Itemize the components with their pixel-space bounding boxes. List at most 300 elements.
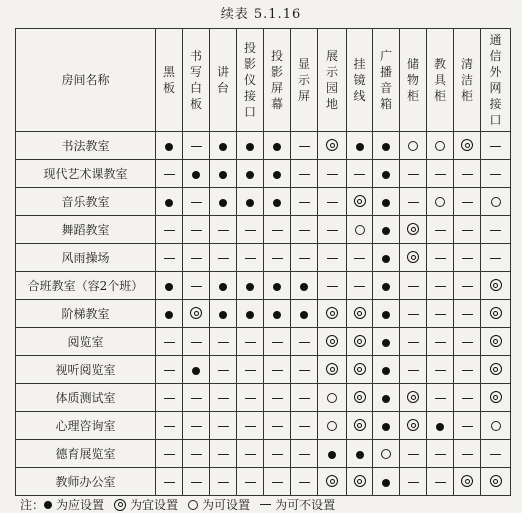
column-header-label: 投影屏幕: [270, 49, 283, 111]
required-dot-icon: [382, 311, 390, 319]
requirement-cell: [264, 272, 291, 300]
required-dot-icon: [356, 143, 364, 151]
preferred-double-circle-icon: [354, 363, 366, 375]
not-required-dash-icon: [218, 426, 229, 427]
not-required-dash-icon: [327, 230, 338, 231]
requirement-cell: [183, 384, 210, 412]
preferred-double-circle-icon: [354, 307, 366, 319]
requirement-cell: [400, 132, 427, 160]
optional-circle-icon: [408, 141, 418, 151]
column-header-label: 书写白板: [189, 49, 202, 111]
requirement-cell: [427, 412, 454, 440]
not-required-dash-icon: [299, 398, 310, 399]
not-required-dash-icon: [299, 426, 310, 427]
requirement-cell: [318, 384, 347, 412]
requirement-cell: [291, 244, 318, 272]
table-row: [16, 244, 511, 272]
requirement-cell: [318, 468, 347, 496]
not-required-dash-icon: [462, 314, 473, 315]
requirement-cell: [318, 160, 347, 188]
preferred-double-circle-icon: [326, 139, 338, 151]
requirement-cell: [454, 468, 481, 496]
not-required-dash-icon: [462, 454, 473, 455]
requirement-cell: [427, 216, 454, 244]
requirement-cell: [427, 300, 454, 328]
not-required-dash-icon: [218, 370, 229, 371]
legend-prefix: 注：: [20, 498, 45, 512]
room-name-cell: 风雨操场: [16, 244, 156, 272]
requirement-cell: [373, 440, 400, 468]
requirement-cell: [291, 300, 318, 328]
requirement-cell: [318, 132, 347, 160]
requirement-cell: [373, 272, 400, 300]
preferred-double-circle-icon: [354, 335, 366, 347]
requirement-cell: [454, 440, 481, 468]
requirement-cell: [481, 328, 511, 356]
requirement-cell: [210, 216, 237, 244]
not-required-dash-icon: [272, 482, 283, 483]
requirement-cell: [291, 216, 318, 244]
requirement-cell: [400, 328, 427, 356]
preferred-double-circle-icon: [490, 363, 502, 375]
requirement-cell: [318, 328, 347, 356]
not-required-dash-icon: [218, 230, 229, 231]
preferred-double-circle-icon: [490, 475, 502, 487]
requirement-cell: [481, 132, 511, 160]
required-dot-icon: [246, 143, 254, 151]
requirement-cell: [373, 216, 400, 244]
optional-circle-icon: [188, 500, 198, 510]
requirement-cell: [454, 300, 481, 328]
not-required-dash-icon: [435, 286, 446, 287]
column-header-label: 显示屏: [297, 57, 310, 103]
requirement-cell: [291, 440, 318, 468]
requirement-cell: [237, 272, 264, 300]
requirement-cell: [237, 356, 264, 384]
requirement-cell: [156, 412, 183, 440]
room-name-cell: 现代艺术课教室: [16, 160, 156, 188]
requirement-cell: [481, 300, 511, 328]
preferred-double-circle-icon: [461, 139, 473, 151]
requirement-cell: [156, 188, 183, 216]
not-required-dash-icon: [408, 454, 419, 455]
not-required-dash-icon: [354, 174, 365, 175]
requirement-cell: [156, 132, 183, 160]
required-dot-icon: [382, 395, 390, 403]
not-required-dash-icon: [272, 230, 283, 231]
requirement-cell: [347, 440, 373, 468]
not-required-dash-icon: [191, 146, 202, 147]
preferred-double-circle-icon: [407, 391, 419, 403]
requirement-cell: [156, 216, 183, 244]
room-name-cell: 教师办公室: [16, 468, 156, 496]
column-header: [481, 29, 511, 132]
requirement-cell: [291, 188, 318, 216]
header-row: [16, 29, 511, 132]
legend-label: 为可设置: [202, 498, 251, 512]
not-required-dash-icon: [327, 174, 338, 175]
requirement-cell: [373, 384, 400, 412]
column-header-label: 储物柜: [406, 57, 419, 103]
requirement-cell: [291, 356, 318, 384]
requirement-cell: [318, 356, 347, 384]
column-header-label: 通信外网接口: [489, 33, 502, 127]
requirement-cell: [156, 440, 183, 468]
requirement-cell: [156, 272, 183, 300]
requirement-cell: [210, 412, 237, 440]
required-dot-icon: [219, 171, 227, 179]
column-header: [291, 29, 318, 132]
not-required-dash-icon: [435, 454, 446, 455]
optional-circle-icon: [327, 393, 337, 403]
requirement-cell: [373, 188, 400, 216]
requirement-cell: [454, 412, 481, 440]
requirement-cell: [373, 244, 400, 272]
not-required-dash-icon: [245, 230, 256, 231]
preferred-double-circle-icon: [326, 335, 338, 347]
optional-circle-icon: [435, 141, 445, 151]
requirement-cell: [183, 300, 210, 328]
preferred-double-circle-icon: [407, 223, 419, 235]
optional-circle-icon: [491, 197, 501, 207]
requirement-cell: [347, 356, 373, 384]
requirement-cell: [347, 272, 373, 300]
not-required-dash-icon: [191, 482, 202, 483]
requirement-cell: [427, 440, 454, 468]
preferred-double-circle-icon: [354, 419, 366, 431]
requirement-cell: [318, 216, 347, 244]
required-dot-icon: [273, 143, 281, 151]
requirement-cell: [291, 160, 318, 188]
requirement-cell: [373, 328, 400, 356]
requirement-cell: [183, 468, 210, 496]
requirement-cell: [427, 328, 454, 356]
not-required-dash-icon: [462, 370, 473, 371]
requirement-cell: [400, 412, 427, 440]
column-header-label: 投影仪接口: [243, 41, 256, 119]
requirement-cell: [454, 272, 481, 300]
column-header: [318, 29, 347, 132]
not-required-dash-icon: [191, 230, 202, 231]
requirement-cell: [454, 244, 481, 272]
not-required-dash-icon: [408, 286, 419, 287]
required-dot-icon: [192, 171, 200, 179]
preferred-double-circle-icon: [354, 391, 366, 403]
required-dot-icon: [328, 451, 336, 459]
not-required-dash-icon: [164, 370, 175, 371]
not-required-dash-icon: [218, 342, 229, 343]
not-required-dash-icon: [218, 482, 229, 483]
requirement-cell: [454, 216, 481, 244]
requirement-cell: [156, 468, 183, 496]
required-dot-icon: [300, 311, 308, 319]
requirement-cell: [264, 188, 291, 216]
column-header: [156, 29, 183, 132]
preferred-double-circle-icon: [326, 307, 338, 319]
requirement-cell: [347, 328, 373, 356]
requirement-cell: [454, 160, 481, 188]
column-header-label: 黑板: [162, 65, 175, 95]
table-row: [16, 440, 511, 468]
not-required-dash-icon: [164, 174, 175, 175]
not-required-dash-icon: [164, 454, 175, 455]
not-required-dash-icon: [299, 342, 310, 343]
not-required-dash-icon: [191, 286, 202, 287]
requirement-cell: [427, 188, 454, 216]
column-header-label: 展示园地: [325, 49, 338, 111]
requirement-cell: [210, 356, 237, 384]
not-required-dash-icon: [164, 230, 175, 231]
not-required-dash-icon: [462, 342, 473, 343]
required-dot-icon: [44, 501, 52, 509]
requirement-cell: [454, 356, 481, 384]
required-dot-icon: [382, 199, 390, 207]
requirement-cell: [183, 132, 210, 160]
requirement-cell: [264, 440, 291, 468]
required-dot-icon: [382, 227, 390, 235]
requirement-cell: [156, 356, 183, 384]
requirement-cell: [347, 216, 373, 244]
requirement-cell: [347, 384, 373, 412]
requirement-cell: [291, 328, 318, 356]
column-header-label: 广播音箱: [379, 49, 392, 111]
requirement-cell: [454, 328, 481, 356]
not-required-dash-icon: [435, 258, 446, 259]
table-caption: 续表 5.1.16: [220, 7, 302, 22]
requirement-cell: [237, 300, 264, 328]
requirement-cell: [264, 300, 291, 328]
requirement-cell: [400, 300, 427, 328]
requirement-cell: [264, 160, 291, 188]
not-required-dash-icon: [245, 454, 256, 455]
requirement-cell: [183, 160, 210, 188]
preferred-double-circle-icon: [490, 391, 502, 403]
not-required-dash-icon: [164, 342, 175, 343]
not-required-dash-icon: [435, 342, 446, 343]
requirement-cell: [481, 188, 511, 216]
requirement-cell: [400, 188, 427, 216]
not-required-dash-icon: [408, 202, 419, 203]
column-header: [210, 29, 237, 132]
required-dot-icon: [246, 311, 254, 319]
requirement-cell: [400, 356, 427, 384]
not-required-dash-icon: [435, 174, 446, 175]
requirement-cell: [237, 384, 264, 412]
room-name-cell: 书法教室: [16, 132, 156, 160]
not-required-dash-icon: [435, 398, 446, 399]
not-required-dash-icon: [408, 482, 419, 483]
requirement-cell: [347, 132, 373, 160]
room-name-cell: 阶梯教室: [16, 300, 156, 328]
table-row: [16, 328, 511, 356]
requirement-cell: [427, 468, 454, 496]
not-required-dash-icon: [299, 230, 310, 231]
requirement-cell: [400, 272, 427, 300]
required-dot-icon: [165, 143, 173, 151]
column-header: [264, 29, 291, 132]
requirement-cell: [481, 272, 511, 300]
requirement-cell: [427, 356, 454, 384]
optional-circle-icon: [491, 421, 501, 431]
not-required-dash-icon: [299, 202, 310, 203]
required-dot-icon: [165, 199, 173, 207]
requirement-cell: [347, 412, 373, 440]
not-required-dash-icon: [299, 146, 310, 147]
not-required-dash-icon: [299, 370, 310, 371]
not-required-dash-icon: [327, 286, 338, 287]
not-required-dash-icon: [462, 426, 473, 427]
required-dot-icon: [382, 339, 390, 347]
requirement-cell: [373, 300, 400, 328]
preferred-double-circle-icon: [326, 475, 338, 487]
requirement-cell: [427, 132, 454, 160]
not-required-dash-icon: [462, 398, 473, 399]
column-header-label: 讲台: [216, 65, 229, 95]
required-dot-icon: [219, 311, 227, 319]
requirement-cell: [264, 384, 291, 412]
requirement-cell: [264, 216, 291, 244]
not-required-dash-icon: [164, 398, 175, 399]
table-row: [16, 216, 511, 244]
requirement-cell: [318, 440, 347, 468]
requirement-cell: [291, 272, 318, 300]
requirement-cell: [318, 272, 347, 300]
preferred-double-circle-icon: [326, 363, 338, 375]
requirement-cell: [373, 412, 400, 440]
table-row: [16, 468, 511, 496]
requirement-cell: [318, 188, 347, 216]
room-name-cell: 德育展览室: [16, 440, 156, 468]
required-dot-icon: [382, 367, 390, 375]
requirement-cell: [400, 244, 427, 272]
preferred-double-circle-icon: [407, 251, 419, 263]
required-dot-icon: [165, 311, 173, 319]
legend-note: [20, 496, 335, 513]
requirement-cell: [156, 244, 183, 272]
table-row: [16, 384, 511, 412]
requirement-cell: [400, 216, 427, 244]
not-required-dash-icon: [408, 174, 419, 175]
required-dot-icon: [382, 423, 390, 431]
optional-circle-icon: [355, 225, 365, 235]
not-required-dash-icon: [272, 454, 283, 455]
not-required-dash-icon: [327, 202, 338, 203]
not-required-dash-icon: [272, 398, 283, 399]
not-required-dash-icon: [299, 454, 310, 455]
not-required-dash-icon: [462, 286, 473, 287]
room-name-cell: 视听阅览室: [16, 356, 156, 384]
preferred-double-circle-icon: [114, 499, 126, 511]
column-header-label: 挂镜线: [353, 57, 366, 103]
table-row: [16, 272, 511, 300]
required-dot-icon: [382, 171, 390, 179]
required-dot-icon: [219, 199, 227, 207]
requirement-cell: [400, 468, 427, 496]
required-dot-icon: [356, 451, 364, 459]
requirement-cell: [481, 216, 511, 244]
not-required-dash-icon: [299, 258, 310, 259]
not-required-dash-icon: [164, 426, 175, 427]
not-required-dash-icon: [462, 258, 473, 259]
required-dot-icon: [436, 423, 444, 431]
requirement-cell: [183, 188, 210, 216]
not-required-dash-icon: [245, 482, 256, 483]
room-name-cell: 心理咨询室: [16, 412, 156, 440]
column-header: [237, 29, 264, 132]
not-required-dash-icon: [260, 504, 271, 505]
not-required-dash-icon: [435, 370, 446, 371]
requirement-cell: [291, 384, 318, 412]
not-required-dash-icon: [245, 426, 256, 427]
table-row: [16, 160, 511, 188]
requirement-cell: [347, 300, 373, 328]
column-header: [183, 29, 210, 132]
requirement-cell: [264, 244, 291, 272]
not-required-dash-icon: [191, 258, 202, 259]
requirement-cell: [210, 384, 237, 412]
requirement-cell: [481, 440, 511, 468]
optional-circle-icon: [327, 421, 337, 431]
required-dot-icon: [382, 283, 390, 291]
room-name-cell: 体质测试室: [16, 384, 156, 412]
room-name-cell: 阅览室: [16, 328, 156, 356]
requirement-cell: [264, 412, 291, 440]
table-row: [16, 300, 511, 328]
requirement-cell: [291, 468, 318, 496]
not-required-dash-icon: [191, 342, 202, 343]
column-header: [427, 29, 454, 132]
not-required-dash-icon: [462, 174, 473, 175]
requirement-cell: [400, 384, 427, 412]
not-required-dash-icon: [272, 342, 283, 343]
required-dot-icon: [219, 283, 227, 291]
not-required-dash-icon: [408, 314, 419, 315]
not-required-dash-icon: [327, 258, 338, 259]
not-required-dash-icon: [490, 454, 501, 455]
not-required-dash-icon: [191, 454, 202, 455]
required-dot-icon: [382, 143, 390, 151]
requirement-cell: [318, 300, 347, 328]
requirement-cell: [427, 272, 454, 300]
not-required-dash-icon: [354, 258, 365, 259]
required-dot-icon: [273, 311, 281, 319]
not-required-dash-icon: [245, 342, 256, 343]
requirement-cell: [264, 356, 291, 384]
preferred-double-circle-icon: [461, 475, 473, 487]
requirement-cell: [347, 244, 373, 272]
not-required-dash-icon: [490, 146, 501, 147]
preferred-double-circle-icon: [490, 335, 502, 347]
requirement-cell: [427, 160, 454, 188]
not-required-dash-icon: [435, 230, 446, 231]
requirement-cell: [237, 132, 264, 160]
requirement-cell: [237, 412, 264, 440]
required-dot-icon: [382, 479, 390, 487]
not-required-dash-icon: [191, 398, 202, 399]
requirement-cell: [291, 412, 318, 440]
requirement-cell: [347, 468, 373, 496]
required-dot-icon: [300, 283, 308, 291]
preferred-double-circle-icon: [490, 279, 502, 291]
requirement-cell: [373, 160, 400, 188]
requirement-cell: [264, 132, 291, 160]
requirement-cell: [400, 160, 427, 188]
not-required-dash-icon: [272, 370, 283, 371]
requirement-cell: [210, 244, 237, 272]
requirement-cell: [237, 216, 264, 244]
requirement-cell: [481, 412, 511, 440]
not-required-dash-icon: [435, 482, 446, 483]
